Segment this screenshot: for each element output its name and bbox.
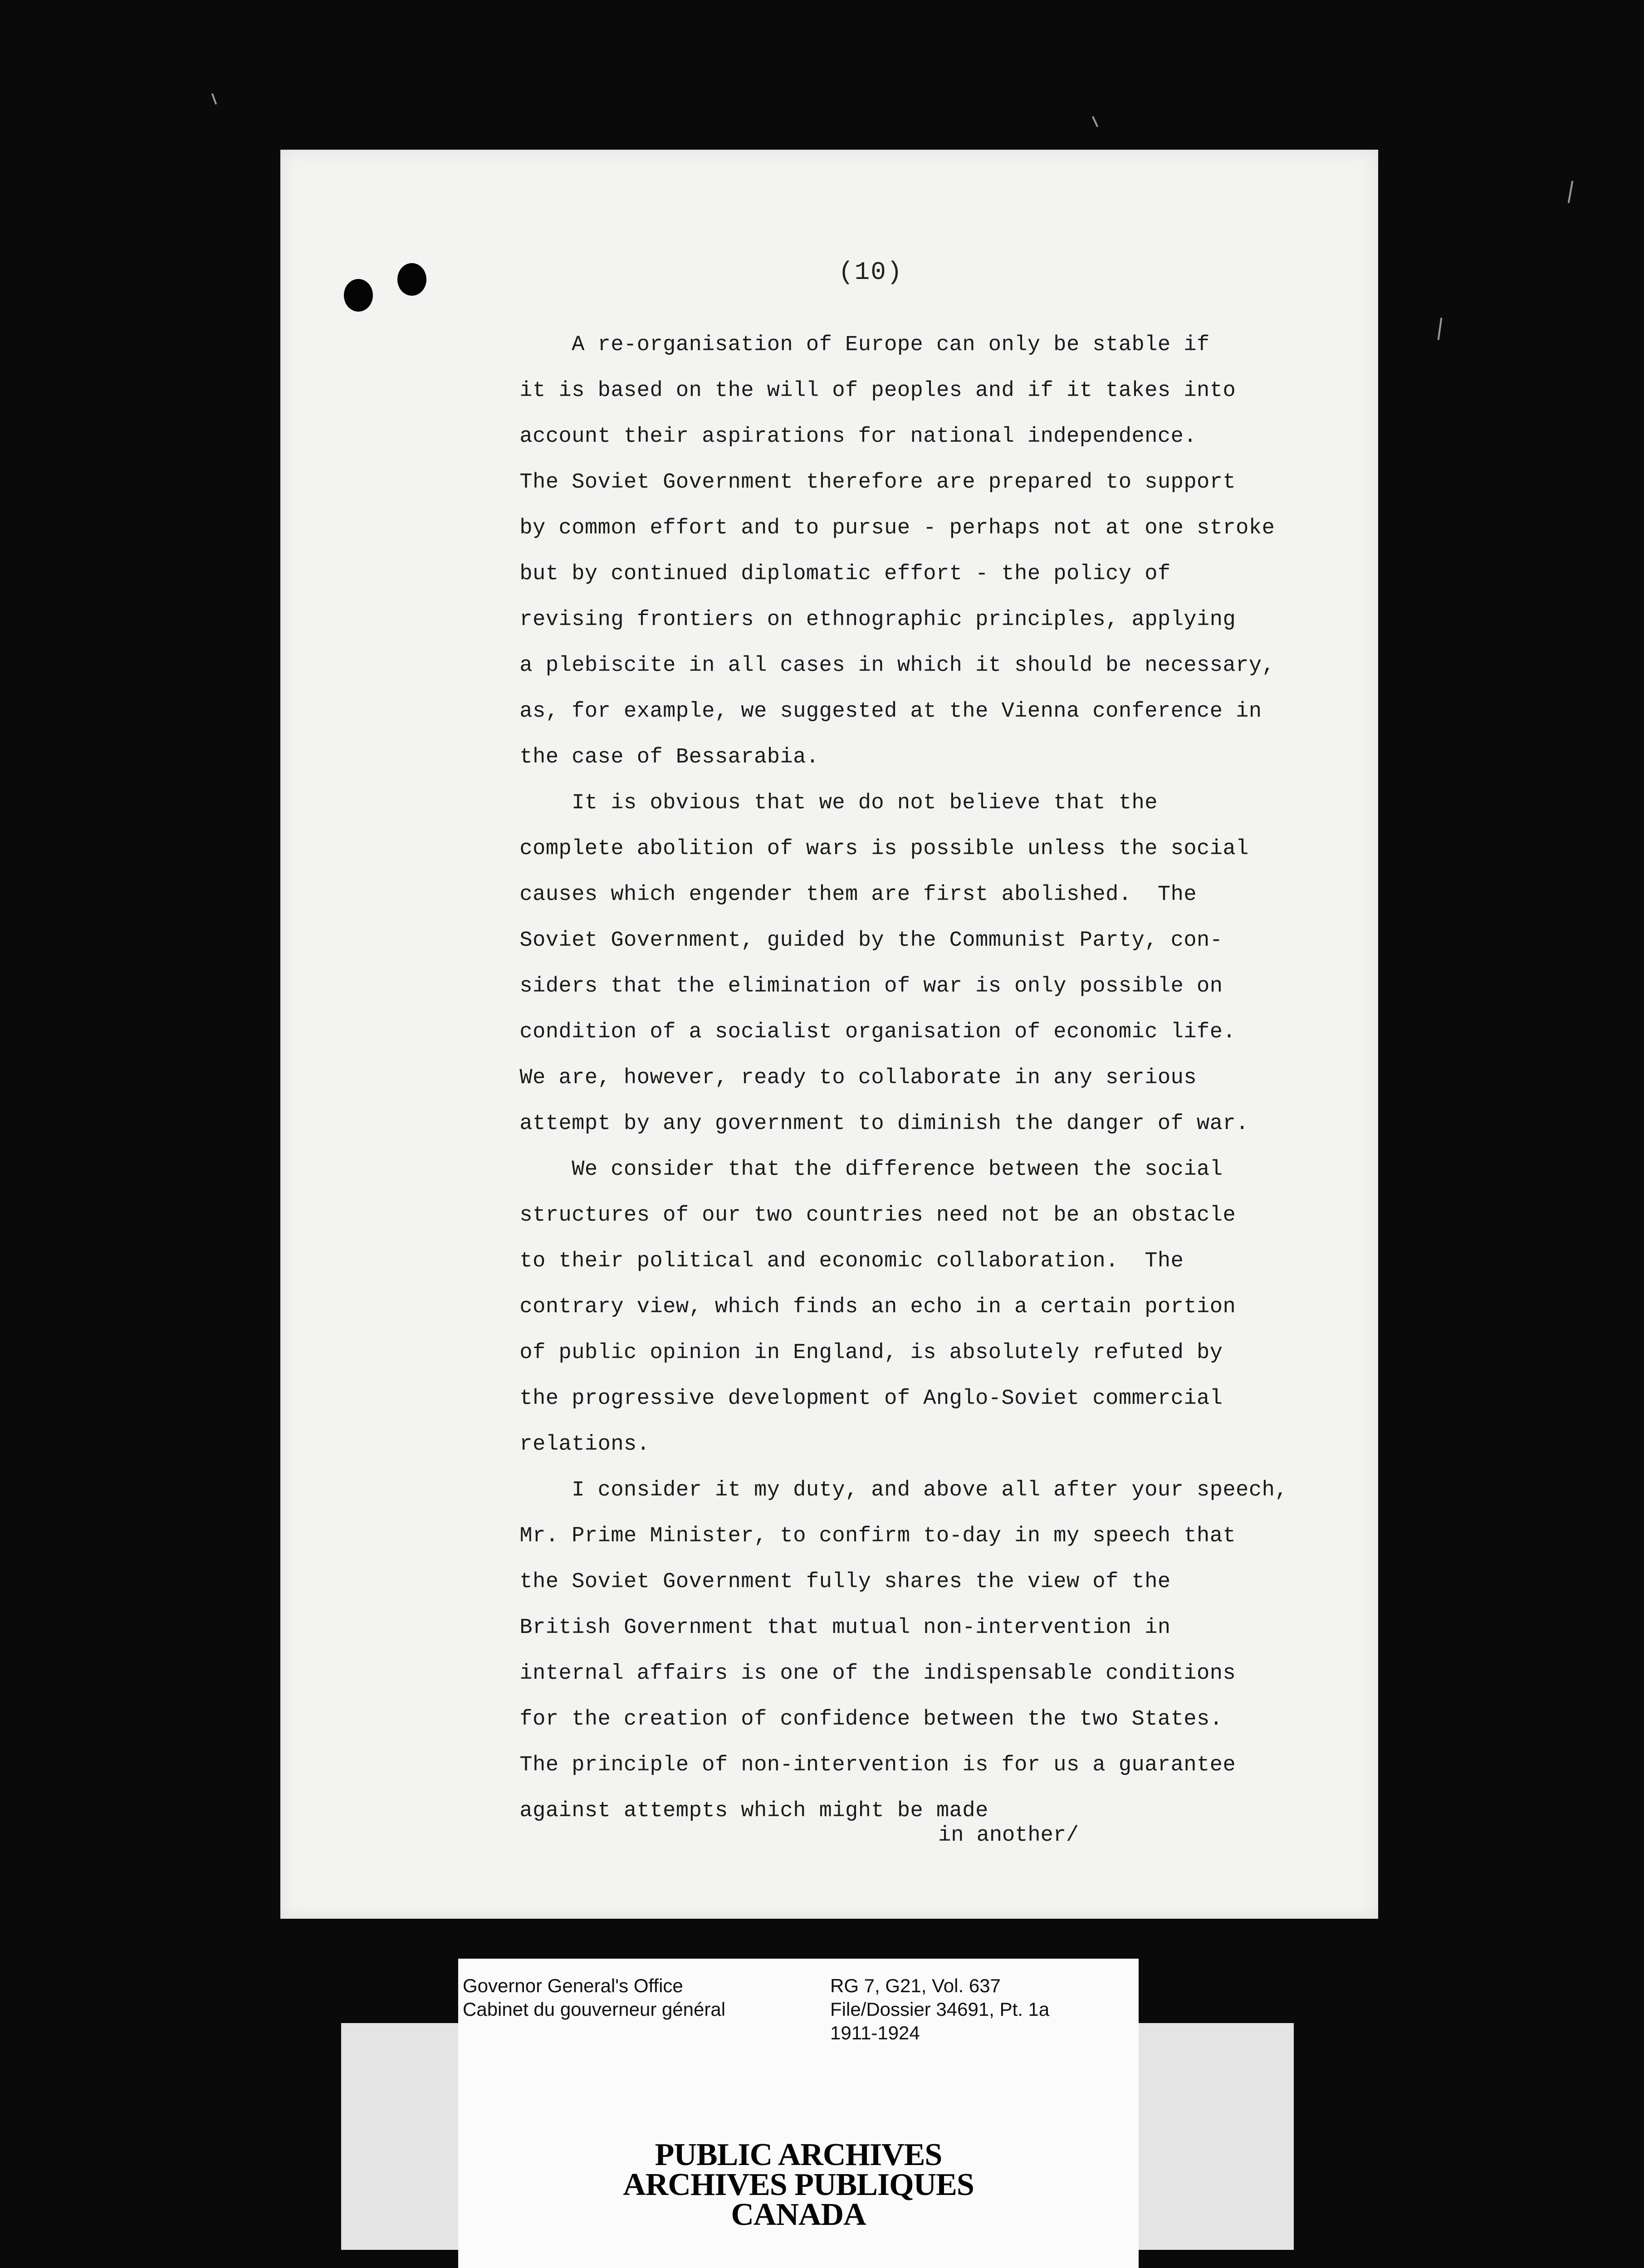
record-group: RG 7, G21, Vol. 637 [830, 1975, 1001, 1996]
text-line: Soviet Government, guided by the Communist Party, con- [494, 929, 1223, 953]
text-line: Mr. Prime Minister, to confirm to-day in my speech that [494, 1524, 1236, 1548]
text-line: internal affairs is one of the indispensable conditions [494, 1662, 1236, 1686]
text-line: causes which engender them are first abolished. The [494, 883, 1197, 907]
text-line: the progressive development of Anglo-Soviet commercial [494, 1387, 1223, 1411]
text-line: account their aspirations for national independence. [494, 425, 1197, 449]
page-number: (10) [838, 258, 903, 287]
film-scratch [1568, 181, 1574, 203]
film-scratch [1092, 116, 1099, 127]
text-line: but by continued diplomatic effort - the policy of [494, 562, 1171, 586]
text-line: condition of a socialist organisation of economic life. [494, 1020, 1236, 1044]
text-line: it is based on the will of peoples and if it takes into [494, 379, 1236, 403]
catchword: in another/ [938, 1823, 1079, 1848]
text-line: contrary view, which finds an echo in a certain portion [494, 1295, 1236, 1319]
text-line: the case of Bessarabia. [494, 745, 819, 769]
text-line: We are, however, ready to collaborate in any serious [494, 1066, 1197, 1090]
text-line: I consider it my duty, and above all after your speech, [494, 1478, 1288, 1502]
punch-hole [344, 279, 373, 312]
archive-label-card [458, 1959, 1139, 2268]
text-line: by common effort and to pursue - perhaps not at one stroke [494, 516, 1275, 540]
text-line: as, for example, we suggested at the Vienna conference in [494, 699, 1262, 723]
text-line: relations. [494, 1432, 650, 1457]
text-line: It is obvious that we do not believe that the [494, 791, 1158, 815]
stamp-line-french: ARCHIVES PUBLIQUES [623, 2167, 974, 2202]
text-line: against attempts which might be made [494, 1799, 988, 1823]
text-line: British Government that mutual non-intervention in [494, 1616, 1171, 1640]
text-line: to their political and economic collaboration. The [494, 1249, 1184, 1273]
office-english: Governor General's Office [463, 1975, 683, 1996]
text-line: A re-organisation of Europe can only be stable if [494, 333, 1210, 357]
archive-stamp [458, 2137, 1139, 2232]
film-scratch [1438, 318, 1443, 340]
document-body [494, 322, 1346, 1834]
archive-office-block [463, 1974, 725, 2021]
text-line: the Soviet Government fully shares the view of the [494, 1570, 1171, 1594]
text-line: a plebiscite in all cases in which it should be necessary, [494, 654, 1275, 678]
text-line: attempt by any government to diminish the danger of war. [494, 1112, 1249, 1136]
film-scratch [211, 93, 217, 105]
office-french: Cabinet du gouverneur général [463, 1999, 726, 2020]
stamp-line-country: CANADA [731, 2197, 866, 2232]
punch-hole [397, 263, 426, 296]
text-line: revising frontiers on ethnographic principles, applying [494, 608, 1236, 632]
text-line: The Soviet Government therefore are prepared to support [494, 470, 1236, 494]
stamp-line-english: PUBLIC ARCHIVES [655, 2137, 942, 2172]
typed-document-page [280, 150, 1378, 1919]
text-line: of public opinion in England, is absolutely refuted by [494, 1341, 1223, 1365]
text-line: siders that the elimination of war is only possible on [494, 974, 1223, 998]
archive-reference-block [830, 1974, 1049, 2045]
date-range: 1911-1924 [830, 2022, 920, 2043]
text-line: structures of our two countries need not be an obstacle [494, 1203, 1236, 1227]
text-line: complete abolition of wars is possible unless the social [494, 837, 1249, 861]
text-line: for the creation of confidence between the two States. [494, 1707, 1223, 1731]
text-line: We consider that the difference between the social [494, 1158, 1223, 1182]
file-number: File/Dossier 34691, Pt. 1a [830, 1999, 1050, 2020]
text-line: The principle of non-intervention is for us a guarantee [494, 1753, 1236, 1777]
